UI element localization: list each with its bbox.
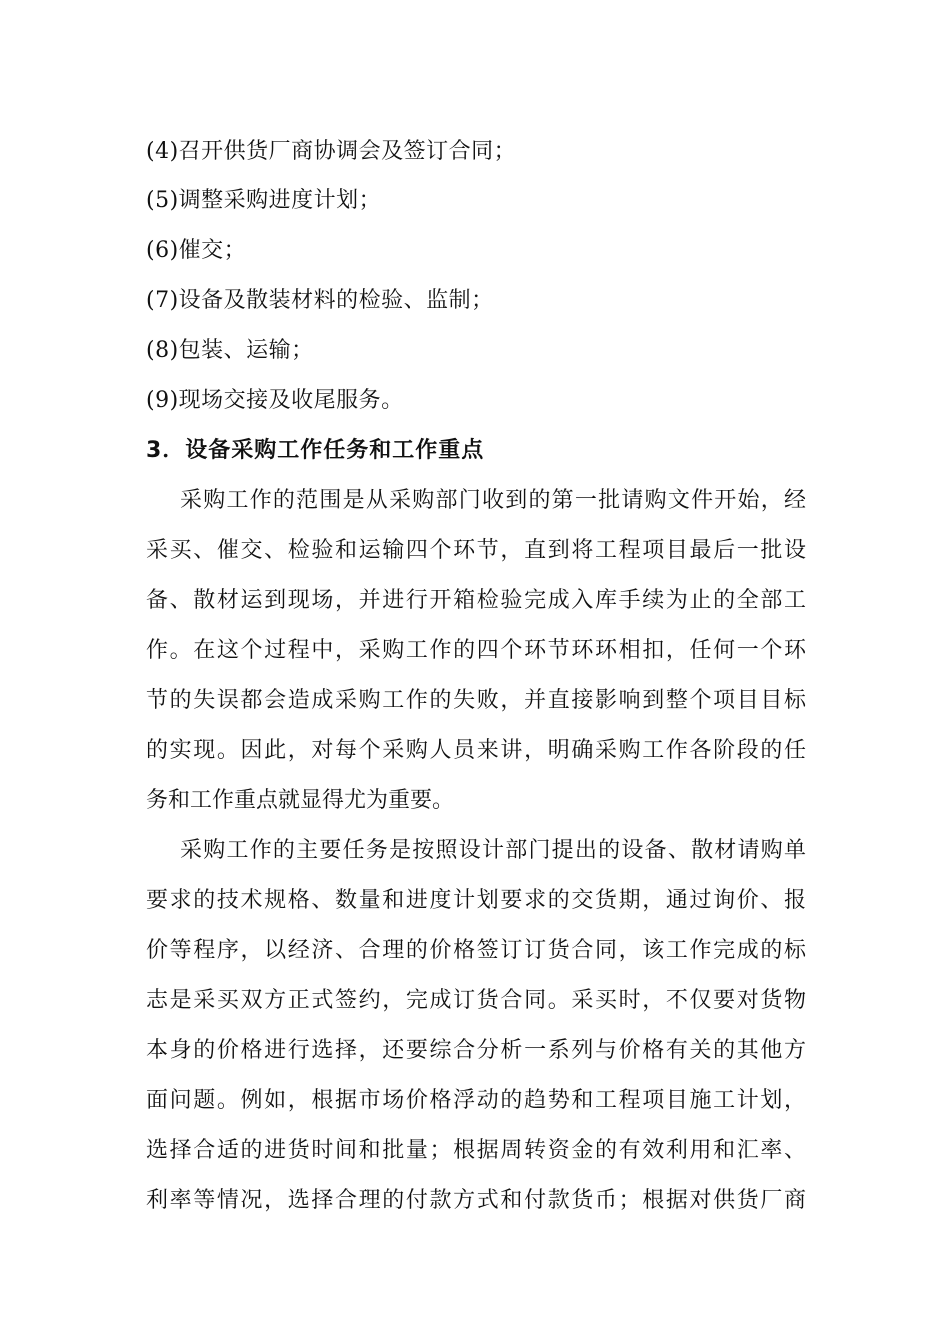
paragraph-line: 节的失误都会造成采购工作的失败，并直接影响到整个项目目标 [146, 688, 806, 713]
list-item: (8)包装、运输； [146, 338, 314, 363]
paragraph-line: 价等程序，以经济、合理的价格签订订货合同，该工作完成的标 [146, 938, 806, 963]
paragraph-line: 要求的技术规格、数量和进度计划要求的交货期，通过询价、报 [146, 888, 806, 913]
list-item: (6)催交； [146, 238, 247, 263]
paragraph-line: 志是采买双方正式签约，完成订货合同。采买时，不仅要对货物 [146, 988, 806, 1013]
list-item: (5)调整采购进度计划； [146, 188, 382, 213]
paragraph-line: 务和工作重点就显得尤为重要。 [146, 788, 455, 813]
paragraph-line: 采买、催交、检验和运输四个环节，直到将工程项目最后一批设 [146, 538, 806, 563]
paragraph-line: 面问题。例如，根据市场价格浮动的趋势和工程项目施工计划， [146, 1088, 806, 1113]
paragraph-line: 选择合适的进货时间和批量；根据周转资金的有效利用和汇率、 [146, 1138, 806, 1163]
paragraph-line: 本身的价格进行选择，还要综合分析一系列与价格有关的其他方 [146, 1038, 806, 1063]
paragraph-line: 备、散材运到现场，并进行开箱检验完成入库手续为止的全部工 [146, 588, 806, 613]
paragraph-line: 的实现。因此，对每个采购人员来讲，明确采购工作各阶段的任 [146, 738, 806, 763]
list-item: (7)设备及散装材料的检验、监制； [146, 288, 494, 313]
paragraph-line: 利率等情况，选择合理的付款方式和付款货币；根据对供货厂商 [146, 1188, 806, 1213]
paragraph-line: 采购工作的主要任务是按照设计部门提出的设备、散材请购单 [180, 838, 806, 863]
list-item: (9)现场交接及收尾服务。 [146, 388, 404, 413]
section-heading: 3．设备采购工作任务和工作重点 [146, 438, 485, 463]
paragraph-line: 采购工作的范围是从采购部门收到的第一批请购文件开始，经 [180, 488, 806, 513]
paragraph-line: 作。在这个过程中，采购工作的四个环节环环相扣，任何一个环 [146, 638, 806, 663]
list-item: (4)召开供货厂商协调会及签订合同； [146, 139, 517, 164]
